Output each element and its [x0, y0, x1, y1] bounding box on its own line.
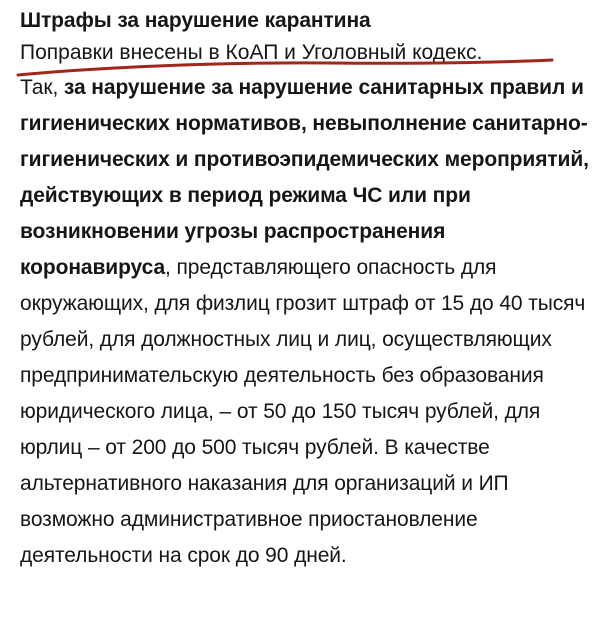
body-regular-text: , представляющего опасность для окружающих, для физлиц грозит штраф от 15 до 40 тысяч рублей, для должностных лиц и лиц, осуществляющих предпринимательскую деятельность без образования юридического лица, – от 50 до 150 тысяч рублей, для юрлиц – от 200 до 500 тысяч рублей. В качестве альтернативного наказания для организаций и ИП возможно административное приостановление деятельности на срок до 90 дней. [20, 256, 586, 567]
article-subheading: Поправки внесены в КоАП и Уголовный кодекс. [20, 41, 483, 64]
article [20, 6, 592, 574]
article-body [20, 70, 592, 574]
article-subheading-line [20, 36, 592, 70]
body-lead-in: Так, [20, 76, 64, 99]
article-heading: Штрафы за нарушение карантина [20, 9, 371, 32]
body-bold-text: за нарушение за нарушение санитарных правил и гигиенических нормативов, невыполнение санитарно-гигиенических и противоэпидемических мероприятий, действующих в период режима ЧС или при возникновении угрозы распространения коронавируса [20, 76, 589, 279]
